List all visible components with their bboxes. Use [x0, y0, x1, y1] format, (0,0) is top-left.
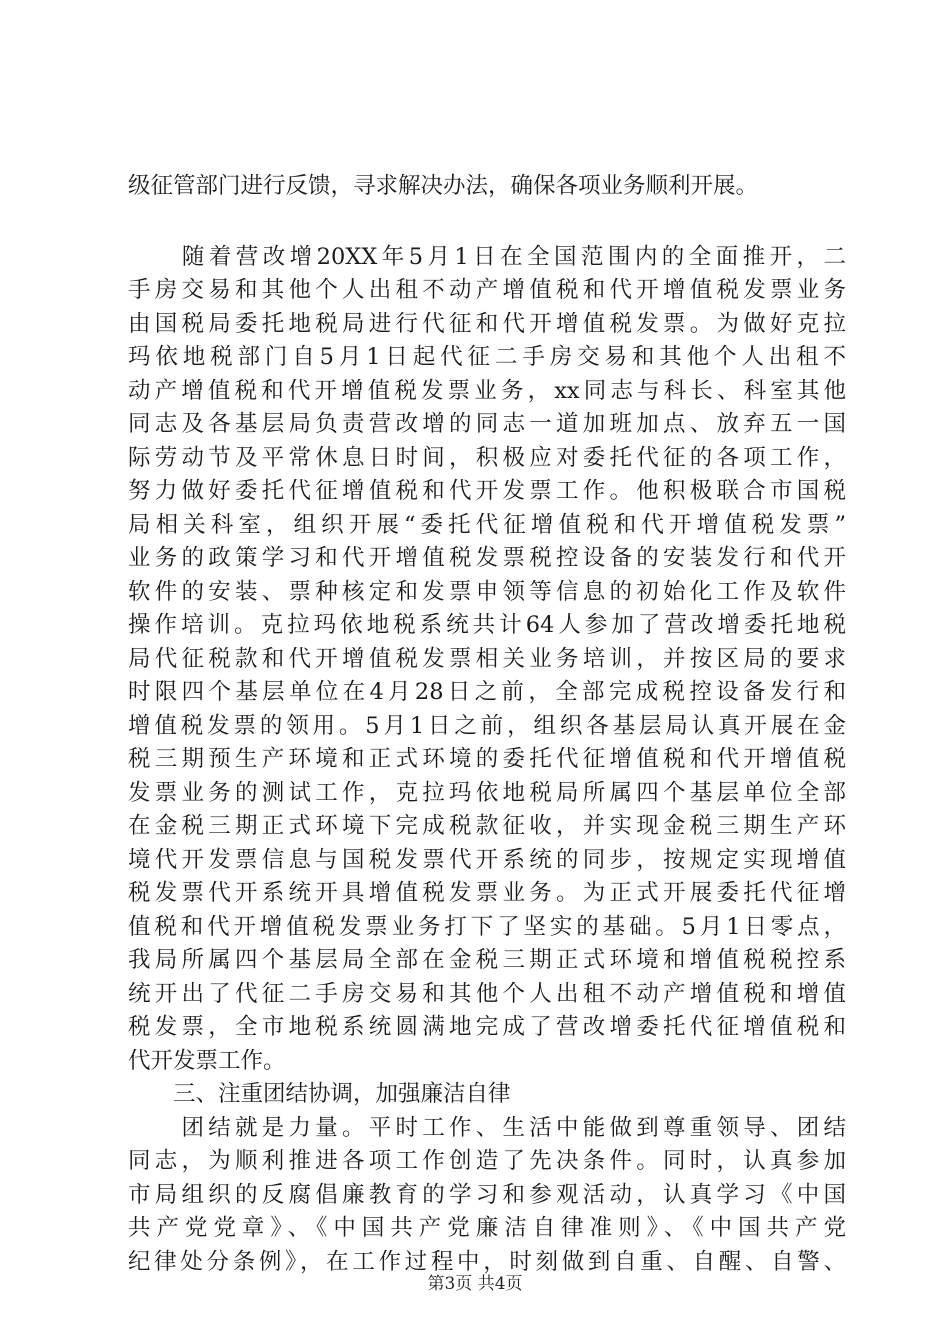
- text-line: 代开发票工作。: [128, 1047, 286, 1074]
- text-line: 同志及各基层局负责营改增的同志一道加班加点、放弃五一国: [128, 411, 846, 437]
- text-line: 手房交易和其他个人出租不动产增值税和代开增值税发票业务: [128, 277, 846, 303]
- text-line: 局相关科室，组织开展“委托代征增值税和代开增值税发票”: [128, 511, 846, 538]
- text-line: 值税和代开增值税发票业务打下了坚实的基础。5月1日零点，: [128, 913, 846, 940]
- text-line: 随着营改增20XX年5月1日在全国范围内的全面推开，二: [128, 243, 846, 270]
- document-body: [128, 170, 846, 1279]
- text-line: 业务的政策学习和代开增值税发票税控设备的安装发行和代开: [128, 545, 846, 571]
- text-line: 同志，为顺利推进各项工作创造了先决条件。同时，认真参加: [128, 1148, 846, 1174]
- paragraph-unity: [128, 1112, 846, 1280]
- paragraph-continuation: [128, 170, 846, 204]
- page-number-footer: 第3页 共4页: [427, 1274, 523, 1294]
- text-line: 操作培训。克拉玛依地税系统共计64人参加了营改增委托地税: [128, 612, 846, 638]
- text-line: 税发票代开系统开具增值税发票业务。为正式开展委托代征增: [128, 880, 846, 906]
- text-line: 境代开发票信息与国税发票代开系统的同步，按规定实现增值: [128, 846, 846, 873]
- text-line: 软件的安装、票种核定和发票申领等信息的初始化工作及软件: [128, 578, 846, 605]
- text-line: 在金税三期正式环境下完成税款征收，并实现金税三期生产环: [128, 813, 846, 839]
- text-line: 时限四个基层单位在4月28日之前，全部完成税控设备发行和: [128, 679, 846, 705]
- paragraph-gap: [128, 204, 846, 241]
- text-line: 统开出了代征二手房交易和其他个人出租不动产增值税和增值: [128, 980, 846, 1007]
- text-line: 团结就是力量。平时工作、生活中能做到尊重领导、团结: [128, 1114, 846, 1141]
- text-line: 玛依地税部门自5月1日起代征二手房交易和其他个人出租不: [128, 344, 846, 370]
- text-line: 增值税发票的领用。5月1日之前，组织各基层局认真开展在金: [128, 712, 846, 739]
- text-line: 级征管部门进行反馈，寻求解决办法，确保各项业务顺利开展。: [128, 173, 759, 199]
- paragraph-vat-reform: [128, 241, 846, 1079]
- text-line: 我局所属四个基层局全部在金税三期正式环境和增值税税控系: [128, 947, 846, 973]
- text-line: 际劳动节及平常休息日时间，积极应对委托代征的各项工作，: [128, 444, 846, 471]
- text-line: 局代征税款和代开增值税发票相关业务培训，并按区局的要求: [128, 645, 846, 672]
- text-line: 市局组织的反腐倡廉教育的学习和参观活动，认真学习《中国: [128, 1181, 846, 1208]
- section-heading: 三、注重团结协调，加强廉洁自律: [128, 1081, 511, 1107]
- text-line: 由国税局委托地税局进行代征和代开增值税发票。为做好克拉: [128, 310, 846, 337]
- text-line: 动产增值税和代开增值税发票业务，xx同志与科长、科室其他: [128, 377, 846, 404]
- text-line: 共产党党章》、《中国共产党廉洁自律准则》、《中国共产党: [128, 1215, 846, 1241]
- text-line: 税三期预生产环境和正式环境的委托代征增值税和代开增值税: [128, 746, 846, 772]
- text-line: 纪律处分条例》，在工作过程中，时刻做到自重、自醒、自警、: [128, 1248, 846, 1275]
- text-line: 发票业务的测试工作，克拉玛依地税局所属四个基层单位全部: [128, 779, 846, 806]
- text-line: 努力做好委托代征增值税和代开发票工作。他积极联合市国税: [128, 478, 846, 504]
- text-line: 税发票，全市地税系统圆满地完成了营改增委托代征增值税和: [128, 1014, 846, 1040]
